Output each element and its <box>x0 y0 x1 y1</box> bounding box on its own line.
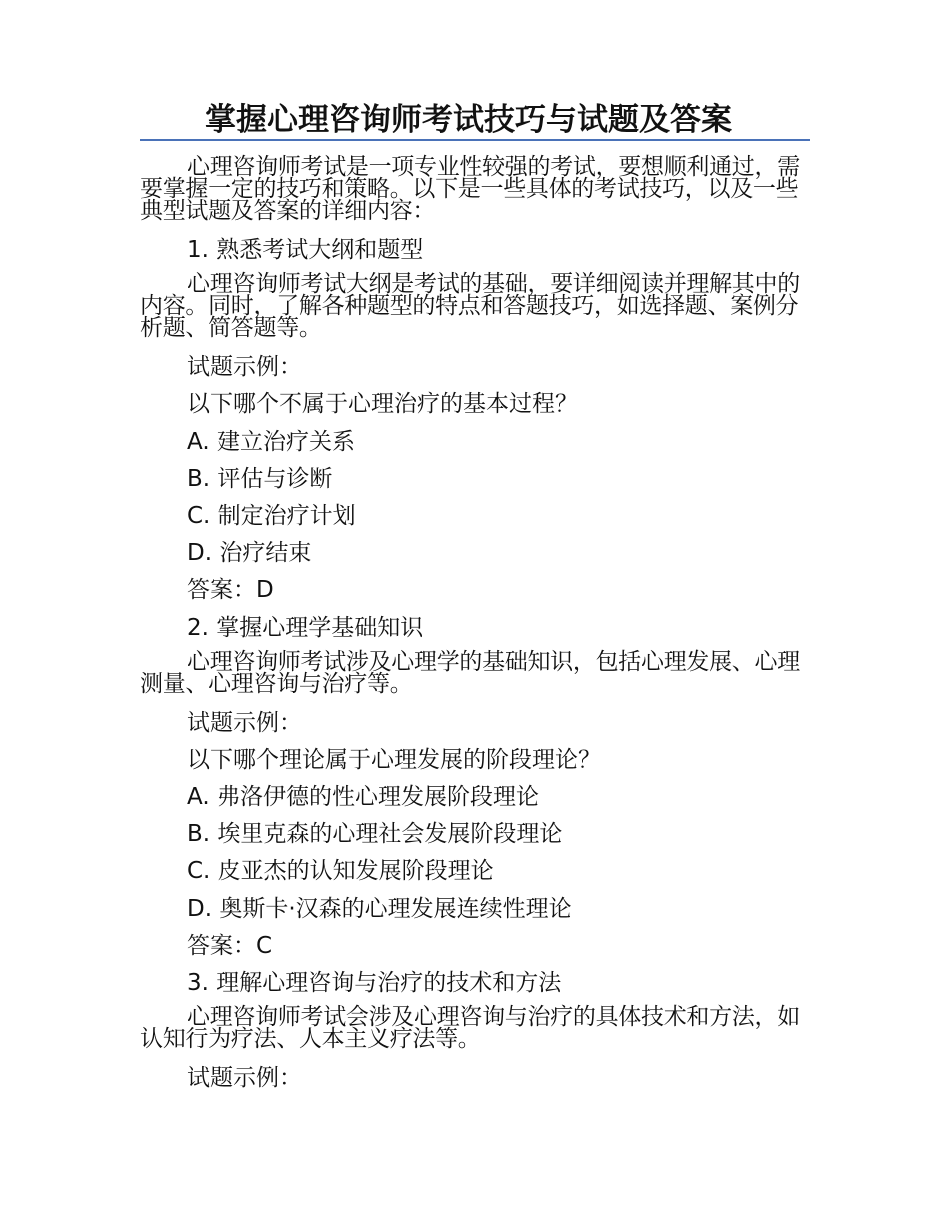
section-heading: 2. 掌握心理学基础知识 <box>187 614 424 641</box>
section-paragraph: 心理咨询师考试涉及心理学的基础知识，包括心理发展、心理测量、心理咨询与治疗等。 <box>140 648 800 697</box>
answer-text: 答案：D <box>187 577 274 604</box>
example-label: 试题示例： <box>187 1065 302 1092</box>
option-c: C. 制定治疗计划 <box>187 502 356 529</box>
answer-text: 答案：C <box>187 932 273 959</box>
section-paragraph: 心理咨询师考试大纲是考试的基础，要详细阅读并理解其中的内容。同时，了解各种题型的特点和答题技巧，如选择题、案例分析题、简答题等。 <box>140 271 800 342</box>
option-b: B. 埃里克森的心理社会发展阶段理论 <box>187 821 563 848</box>
question-text: 以下哪个不属于心理治疗的基本过程？ <box>187 391 578 418</box>
example-label: 试题示例： <box>187 354 302 381</box>
option-d: D. 奥斯卡·汉森的心理发展连续性理论 <box>187 895 572 922</box>
option-b: B. 评估与诊断 <box>187 465 333 492</box>
document-title: 掌握心理咨询师考试技巧与试题及答案 <box>205 102 732 138</box>
option-c: C. 皮亚杰的认知发展阶段理论 <box>187 858 494 885</box>
section-heading: 3. 理解心理咨询与治疗的技术和方法 <box>187 970 562 996</box>
option-a: A. 建立治疗关系 <box>187 428 355 455</box>
intro-paragraph: 心理咨询师考试是一项专业性较强的考试，要想顺利通过，需要掌握一定的技巧和策略。以下是一些具体的考试技巧，以及一些典型试题及答案的详细内容： <box>140 154 800 224</box>
option-a: A. 弗洛伊德的性心理发展阶段理论 <box>187 784 539 811</box>
example-label: 试题示例： <box>187 709 302 736</box>
section-heading: 1. 熟悉考试大纲和题型 <box>187 237 424 263</box>
document-body <box>140 156 810 1101</box>
question-text: 以下哪个理论属于心理发展的阶段理论？ <box>187 746 601 773</box>
option-d: D. 治疗结束 <box>187 540 312 567</box>
title-underline <box>140 139 810 141</box>
section-paragraph: 心理咨询师考试会涉及心理咨询与治疗的具体技术和方法，如认知行为疗法、人本主义疗法等。 <box>140 1004 800 1053</box>
